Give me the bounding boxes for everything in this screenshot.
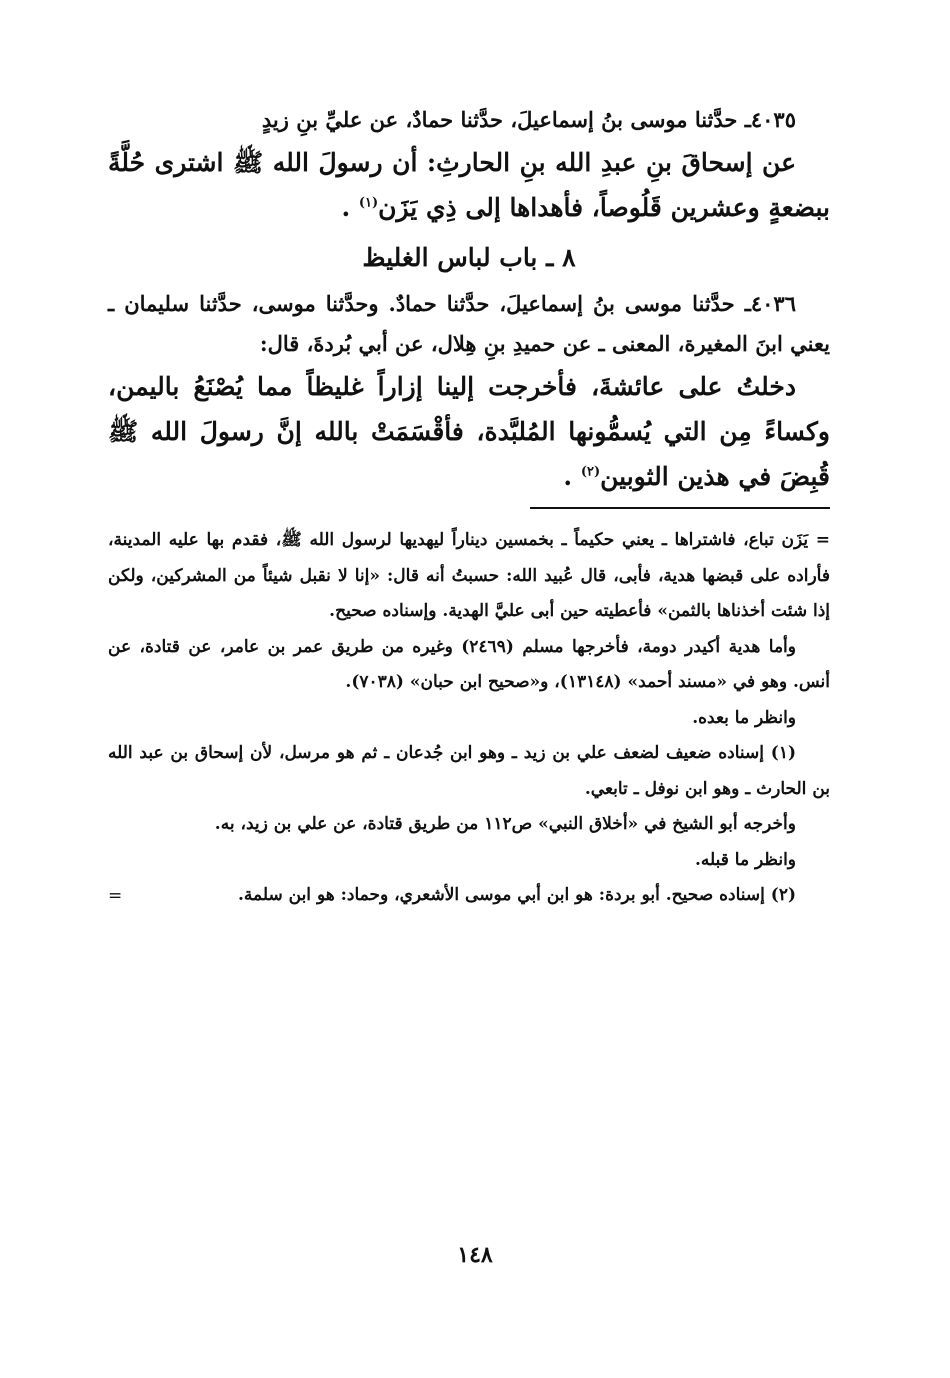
hadith-4035-matn-text: عن إسحاقَ بنِ عبدِ الله بنِ الحارثِ: أن رسولَ الله ﷺ اشترى حُلَّةً ببضعةٍ وعشرين قَلُوصاً، فأهداها إلى ذِي يَزَن (108, 148, 830, 222)
hadith-4036-matn-end: . (563, 462, 581, 491)
hadith-4035-isnad: ٤٠٣٥ـ حدَّثنا موسى بنُ إسماعيلَ، حدَّثنا حمادٌ، عن عليِّ بنِ زيدٍ (261, 107, 796, 132)
page-number: ١٤٨ (457, 1242, 493, 1268)
hadith-4036-isnad: ٤٠٣٦ـ حدَّثنا موسى بنُ إسماعيلَ، حدَّثنا حمادٌ. وحدَّثنا موسى، حدَّثنا سليمان ـ يعني ابنَ المغيرة، المعنى ـ عن حميدِ بنِ هِلال، عن أبي بُردةَ، قال: (108, 291, 830, 356)
hadith-4036-matn-text: دخلتُ على عائشةَ، فأخرجت إلينا إزاراً غليظاً مما يُصْنَعُ باليمن، وكساءً مِن التي يُسمُّونها المُلبَّدة، فأقْسَمَتْ بالله إنَّ رسولَ الله ﷺ قُبِضَ في هذين الثوبين (108, 372, 830, 491)
hadith-4035-matn (108, 140, 830, 230)
footnote-continuation-mark: = (108, 885, 123, 906)
hadith-4035-matn-end: . (341, 193, 359, 222)
footnote-paragraph: وأخرجه أبو الشيخ في «أخلاق النبي» ص١١٢ من طريق قتادة، عن علي بن زيد، به. (214, 814, 796, 834)
hadith-4036-matn (108, 364, 830, 499)
book-page (108, 100, 830, 906)
footnote-continuation: = يَزَن تباع، فاشتراها ـ يعني حكيماً ـ بخمسين ديناراً ليهديها لرسول الله ﷺ، فقدم بها عليه المدينة، فأراده على قبضها هدية، فأبى، قال عُبيد الله: حسبتُ أنه قال: «إنا لا نقبل شيئاً من المشركين، ولكن إذا شئت أخذناها بالثمن» فأعطيته حين أبى عليَّ الهدية. وإسناده صحيح. (108, 530, 830, 621)
footnote-2: (٢) إسناده صحيح. أبو بردة: هو ابن أبي موسى الأشعري، وحماد: هو ابن سلمة. (237, 885, 796, 905)
footnote-marker-2[interactable]: (٢) (580, 464, 601, 480)
footnote-1: (١) إسناده ضعيف لضعف علي بن زيد ـ وهو ابن جُدعان ـ ثم هو مرسل، لأن إسحاق بن عبد الله بن الحارث ـ وهو ابن نوفل ـ تابعي. (108, 743, 830, 799)
footnote-marker-1[interactable]: (١) (358, 195, 379, 211)
footnote-paragraph: وانظر ما بعده. (692, 707, 796, 728)
footnote-paragraph: وأما هدية أكيدر دومة، فأخرجها مسلم (٢٤٦٩) وغيره من طريق عمر بن عامر، عن قتادة، عن أنس. وهو في «مسند أحمد» (١٣١٤٨)، و«صحيح ابن حبان» (٧٠٣٨). (108, 636, 830, 692)
footnote-separator (530, 507, 830, 509)
footnote-paragraph: وانظر ما قبله. (694, 849, 796, 870)
chapter-heading: ٨ ـ باب لباس الغليظ (362, 243, 576, 272)
